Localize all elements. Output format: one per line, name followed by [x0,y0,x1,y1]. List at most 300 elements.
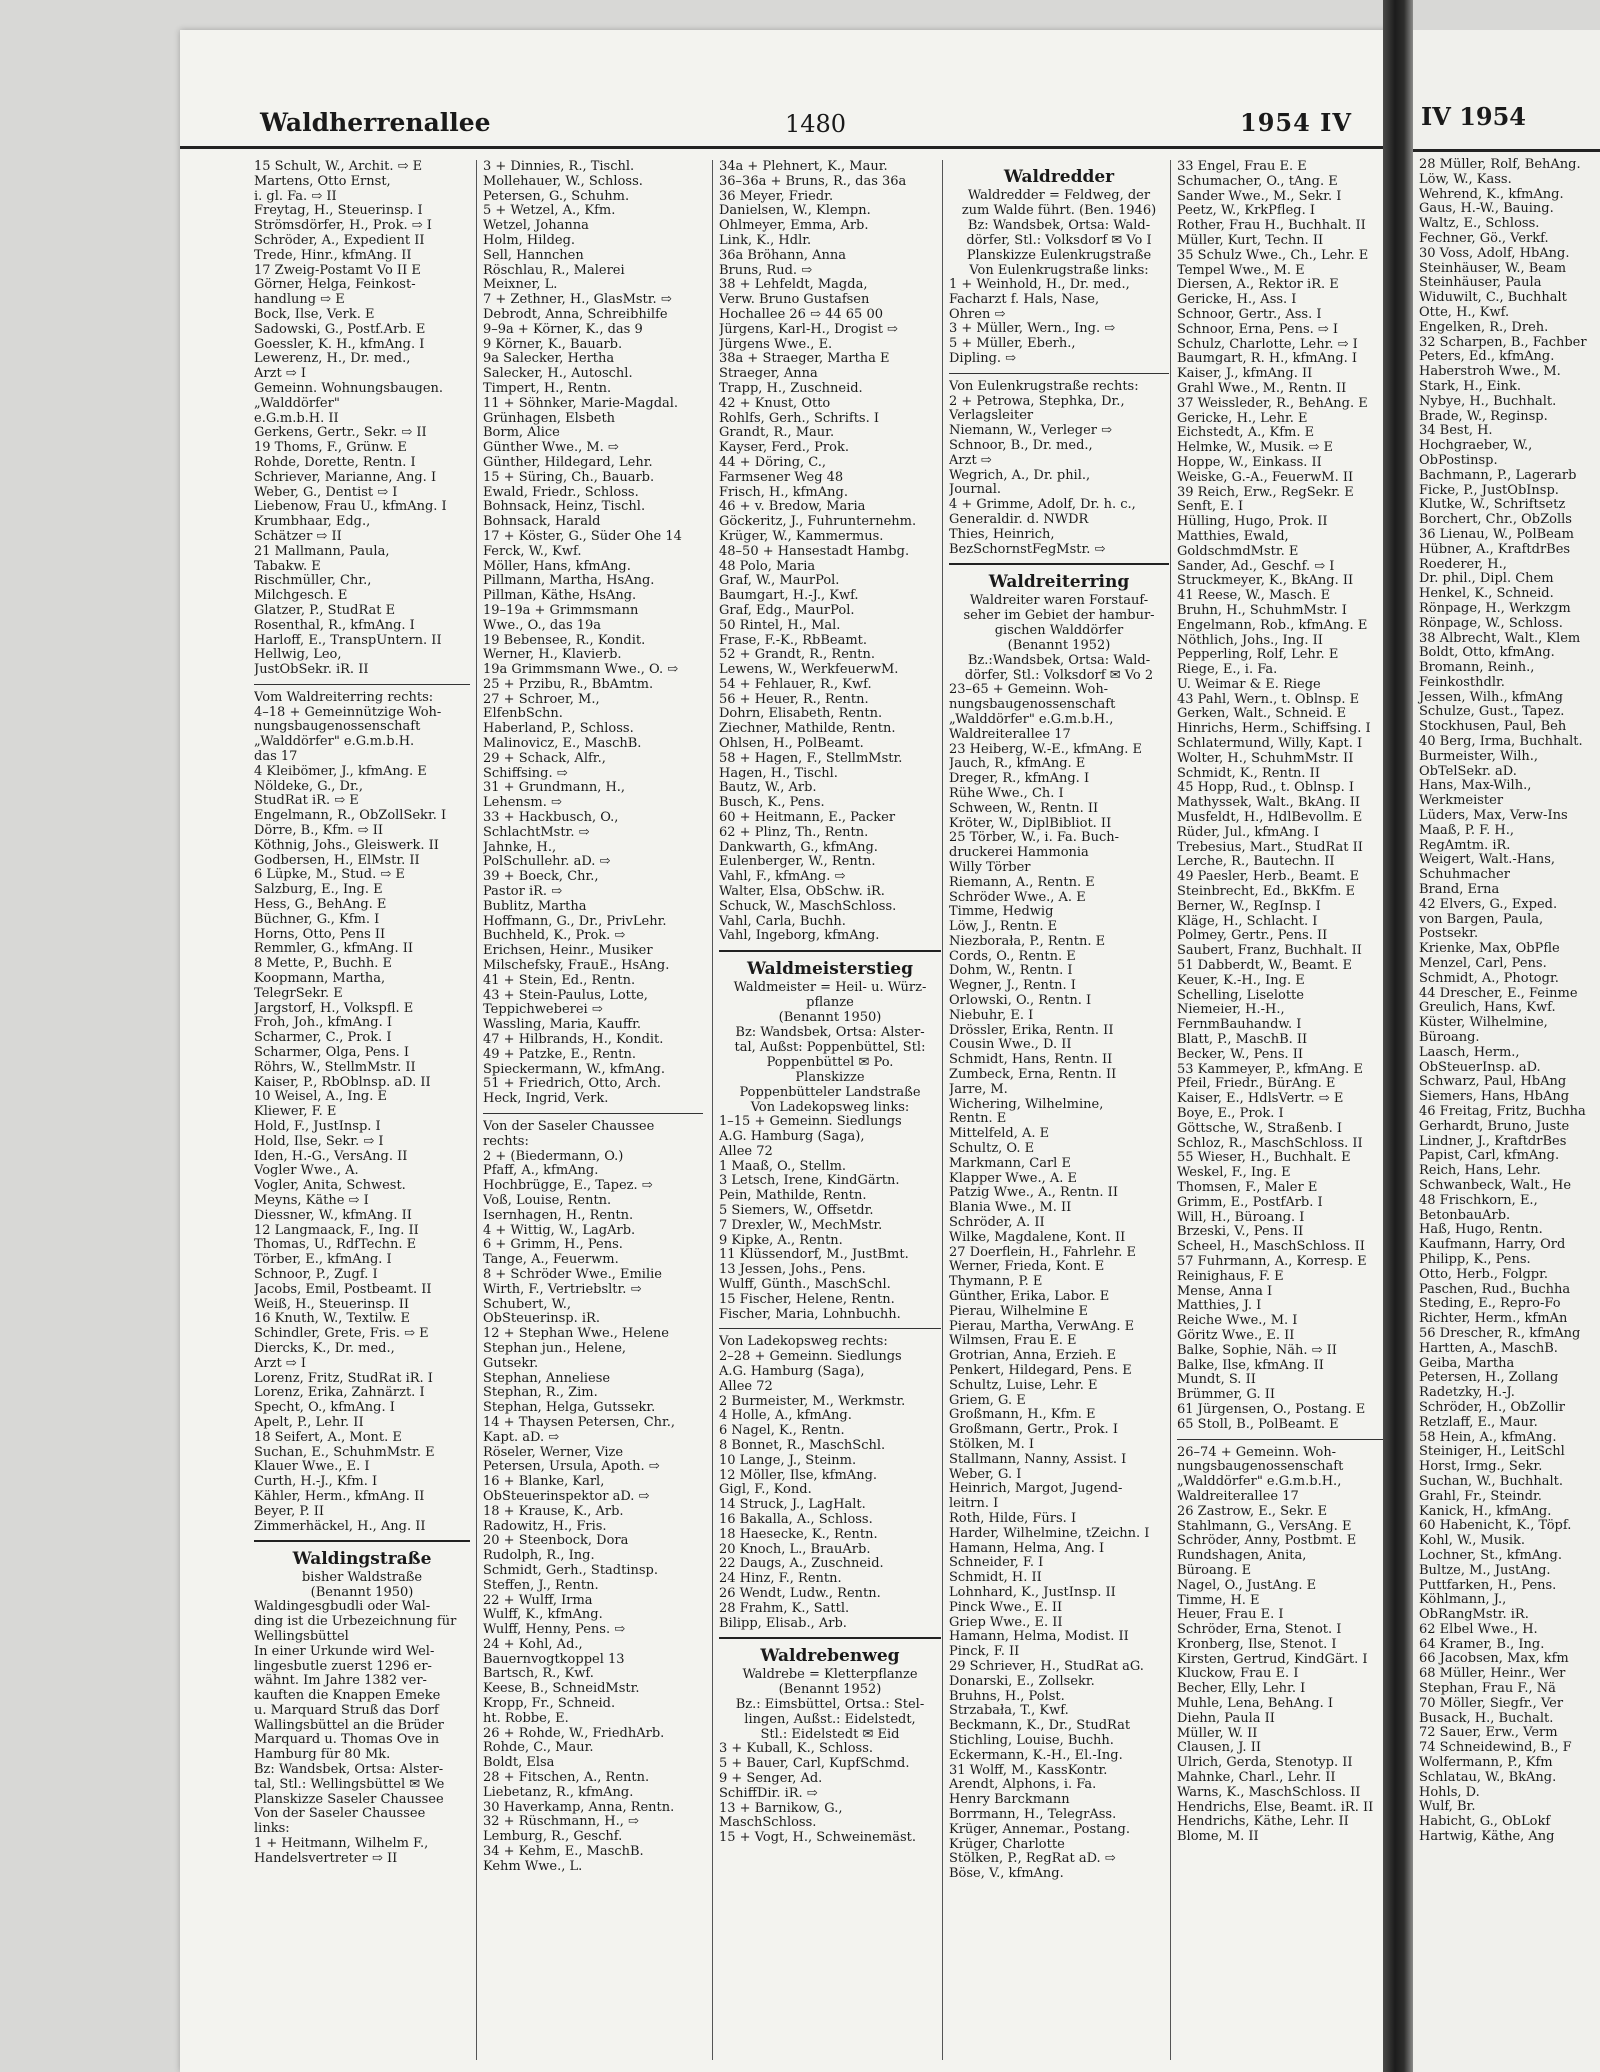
list-item: Ohlmeyer, Emma, Arb. [719,219,869,234]
list-item: 16 Knuth, W., Textilw. E [254,1312,411,1327]
list-item: Steding, E., Repro-Fo [1419,1296,1561,1312]
list-item: Remmler, G., kfmAng. II [254,942,413,957]
list-item: Maaß, P. F. H., [1419,822,1514,838]
list-item: Bachmann, P., Lagerarb [1419,467,1577,483]
list-item: 1–15 + Gemeinn. Siedlungs [719,1115,902,1130]
list-item: Isernhagen, H., Rentn. [483,1208,634,1223]
list-item: Siemers, Hans, HbAng [1419,1089,1570,1105]
list-item: Farmsener Weg 48 [719,470,844,485]
list-item: Schlatau, W., BkAng. [1419,1769,1557,1785]
list-item: Wallingsbüttel an die Brüder [254,1718,444,1733]
list-item: Horst, Irmg., Sekr. [1419,1459,1543,1475]
list-item: seher im Gebiet der hambur- [963,608,1155,624]
list-item: Generaldir. d. NWDR [949,512,1089,527]
list-item: Brand, Erna [1419,882,1500,898]
list-item: Goessler, K. H., kfmAng. I [254,337,425,352]
list-item: 19 Thoms, F., Grünw. E [254,441,407,456]
list-item: 6 Lüpke, M., Stud. ⇨ E [254,868,405,883]
list-item: Verlagsleiter [949,409,1034,424]
divider [254,684,470,685]
list-item: Strömsdörfer, H., Prok. ⇨ I [254,219,432,234]
list-item: In einer Urkunde wird Wel- [254,1644,435,1659]
list-item: Postsekr. [1419,926,1479,942]
list-item: Borrmann, H., TelegrAss. [949,1807,1117,1822]
list-item: Müller, Kurt, Techn. II [1177,233,1324,248]
list-item: Rönpage, W., Schloss. [1419,615,1563,631]
list-item: 58 + Hagen, F., StellmMstr. [719,751,903,766]
list-item: Krüger, Charlotte [949,1837,1065,1852]
list-item: Schwanbeck, Walt., He [1419,1177,1572,1193]
list-item: Strzabała, T., Kwf. [949,1704,1069,1719]
list-item: 33 + Hackbusch, O., [483,811,619,826]
list-item: Werner, H., Klavierb. [483,648,622,663]
list-item: 5 + Wetzel, A., Kfm. [483,204,616,219]
list-item: Griep Wwe., E. II [949,1615,1063,1630]
list-item: Tange, A., Feuerwm. [483,1253,619,1268]
list-item: Hülling, Hugo, Prok. II [1177,515,1328,530]
list-item: Wichering, Wilhelmine, [949,1097,1104,1112]
list-item: 60 Habenicht, K., Töpf. [1419,1518,1572,1534]
list-item: das 17 [254,750,298,765]
list-item: A.G. Hamburg (Saga), [719,1130,865,1145]
list-item: GoldschmdMstr. E [1177,544,1299,559]
list-item: Polmey, Gertr., Pens. II [1177,929,1328,944]
list-item: Thies, Heinrich, [949,527,1055,542]
list-item: Arzt ⇨ [949,453,992,468]
section-title-waldredder: Waldredder [1003,167,1115,187]
list-item: BezSchornstFegMstr. ⇨ [949,542,1106,557]
page-header [180,94,1405,149]
divider [719,1328,941,1329]
list-item: Timpert, H., Rentn. [483,381,612,396]
list-item: Harloff, E., TranspUntern. II [254,633,442,648]
list-item: Schröder, Erna, Stenot. I [1177,1623,1342,1638]
list-item: 27 + Schroer, M., [483,692,600,707]
list-item: kauften die Knappen Emeke [254,1689,441,1704]
list-item: Jessen, Wilh., kfmAng [1419,689,1563,705]
list-item: 30 Voss, Adolf, HbAng. [1419,245,1570,261]
list-item: ObSteuerinsp. iR. [483,1312,600,1327]
list-item: 25 + Przibu, R., BbAmtm. [483,677,654,692]
list-item: 34a + Plehnert, K., Maur. [719,160,888,174]
list-item: dörfer, Stl.: Volksdorf ✉ Vo 2 [964,668,1154,684]
list-item: (Benannt 1950) [310,1585,414,1601]
list-item: Schiffsing. ⇨ [483,766,568,781]
list-item: 26 Wendt, Ludw., Rentn. [719,1586,881,1601]
list-item: Krüger, Annemar., Postang. [949,1822,1130,1837]
list-item: Hagen, H., Tischl. [719,766,838,781]
list-item: Planskizze [795,1070,865,1086]
section-intro [254,1570,470,1600]
list-item: Danielsen, W., Klempn. [719,204,871,219]
list-item: Vahl, F., kfmAng. ⇨ [719,870,846,885]
list-item: Schröder, A., Expedient II [254,233,425,248]
list-item: Hochgraeber, W., [1419,438,1533,454]
list-item: Wassling, Maria, Kauffr. [483,1018,642,1033]
list-item: Beyer, P. II [254,1504,324,1519]
list-item: Schriever, Marianne, Ang. I [254,470,437,485]
list-item: 4–18 + Gemeinnützige Woh- [254,705,442,720]
list-item: Gerkens, Gertr., Sekr. ⇨ II [254,426,427,441]
list-item: Graf, W., MaurPol. [719,574,840,589]
list-item: bisher Waldstraße [301,1570,423,1586]
list-item: Schulze, Gust., Tapez. [1419,704,1565,720]
list-item: Pierau, Martha, VerwAng. E [949,1319,1135,1334]
list-item: Klapper Wwe., A. E [949,1171,1078,1186]
list-item: Richter, Herm., kfmAn [1419,1311,1568,1327]
list-item: 36a Bröhann, Anna [719,248,847,263]
list-item: Petersen, Ursula, Apoth. ⇨ [483,1460,660,1475]
list-item: Gerken, Walt., Schneid. E [1177,707,1347,722]
list-item: 19 Bebensee, R., Kondit. [483,633,646,648]
list-item: Mahnke, Charl., Lehr. II [1177,1771,1336,1786]
list-item: 17 + Köster, G., Süder Ohe 14 [483,529,682,544]
list-item: Waldingesgbudli oder Wal- [254,1600,431,1615]
section-entries [949,278,1169,557]
list-item: 36 Meyer, Friedr. [719,189,834,204]
list-item: 56 + Heuer, R., Rentn. [719,692,869,707]
list-item: Schubert, W., [483,1297,572,1312]
list-item: Stephan, Frau F., Nä [1419,1681,1556,1697]
list-item: Hinrichs, Herm., Schiffsing. I [1177,722,1371,737]
list-item: 64 Kramer, B., Ing. [1419,1636,1545,1652]
list-item: Schröder Wwe., A. E [949,890,1086,905]
list-item: 12 + Stephan Wwe., Helene [483,1327,669,1342]
list-item: Gericke, H., Ass. I [1177,293,1297,308]
list-item: Stl.: Eidelstedt ✉ Eid [760,1727,900,1743]
list-item: Buchheld, K., Prok. ⇨ [483,929,626,944]
list-item: Arzt ⇨ I [254,1356,306,1371]
divider [949,373,1169,374]
list-item: 15 Schult, W., Archit. ⇨ E [254,160,423,174]
list-item: Rentn. E [949,1112,1007,1127]
list-item: 48 Frischkorn, E., [1419,1192,1538,1208]
list-item: 19a Grimmsmann Wwe., O. ⇨ [483,663,679,678]
list-item: PolSchullehr. aD. ⇨ [483,855,611,870]
list-item: Martens, Otto Ernst, [254,174,391,189]
list-item: Lerche, R., Bautechn. II [1177,855,1335,870]
list-item: Steinbrecht, Ed., BkKfm. E [1177,885,1355,900]
list-item: Bilipp, Elisab., Arb. [719,1616,847,1631]
list-item: Timme, Hedwig [949,905,1054,920]
list-item: Bruhn, H., SchuhmMstr. I [1177,603,1347,618]
list-item: 36–36a + Bruns, R., das 36a [719,174,907,189]
list-item: Beckmann, K., Dr., StudRat [949,1719,1131,1734]
list-item: Link, K., Hdlr. [719,233,812,248]
list-item: Günther, Erika, Labor. E [949,1290,1110,1305]
list-item: Handelsvertreter ⇨ II [254,1851,398,1866]
list-item: Nöthlich, Johs., Ing. II [1177,633,1323,648]
list-item: Specht, O., kfmAng. I [254,1401,395,1416]
list-item: Keuer, K.-H., Ing. E [1177,973,1305,988]
list-item: Waldredder = Feldweg, der [967,188,1151,203]
list-item: Bautz, W., Arb. [719,781,817,796]
list-item: 2–28 + Gemeinn. Siedlungs [719,1350,902,1365]
list-item: Waltz, E., Schloss. [1419,216,1540,232]
list-item: tal, Stl.: Wellingsbüttel ✉ We [254,1777,445,1792]
list-item: Wulf, Br. [1419,1799,1476,1815]
list-item: 2 + (Biedermann, O.) [483,1149,624,1164]
list-item: Kehm Wwe., L. [483,1859,583,1874]
list-item: Weber, G., Dentist ⇨ I [254,485,398,500]
list-item: Rühe Wwe., Ch. I [949,786,1064,801]
list-item: Ewald, Friedr., Schloss. [483,485,639,500]
list-item: Kayser, Ferd., Prok. [719,441,849,456]
list-item: Becker, W., Pens. II [1177,1047,1304,1062]
list-item: Lüders, Max, Verw-Ins [1419,808,1568,824]
list-item: Günther, Hildegard, Lehr. [483,455,653,470]
list-item: Retzlaff, E., Maur. [1419,1414,1538,1430]
column-1 [254,160,474,2060]
list-item: Rüder, Jul., kfmAng. I [1177,825,1319,840]
list-item: Törber, E., kfmAng. I [254,1253,392,1268]
list-item: Peters, Ed., kfmAng. [1419,349,1555,365]
list-item: 43 + Stein-Paulus, Lotte, [483,988,648,1003]
list-item: Vahl, Carla, Buchh. [719,914,846,929]
running-street-title: Waldherrenallee [260,108,491,137]
list-item: Vahl, Ingeborg, kfmAng. [719,929,880,944]
list-item: Scharmer, C., Prok. I [254,1031,392,1046]
list-item: 36 Lienau, W., PolBeam [1419,526,1574,542]
list-item: von Bargen, Paula, [1419,911,1544,927]
list-item: Becher, Elly, Lehr. I [1177,1682,1306,1697]
list-item: Sander, Ad., Geschf. ⇨ I [1177,559,1335,574]
facing-page-header [1413,102,1600,152]
list-item: „Walddörfer" e.G.m.b.H., [1177,1475,1342,1490]
list-item: Kähler, Herm., kfmAng. II [254,1489,425,1504]
list-item: Pein, Mathilde, Rentn. [719,1189,867,1204]
list-item: Brade, W., Reginsp. [1419,408,1548,424]
list-item: 23 Heiberg, W.-E., kfmAng. E [949,742,1143,757]
list-item: Stölken, M. I [949,1437,1035,1452]
list-item: Günther Wwe., M. ⇨ [483,441,619,456]
list-item: Krienke, Max, ObPfle [1419,941,1560,957]
list-item: Schloz, R., MaschSchloss. II [1177,1136,1363,1151]
list-item: Jarre, M. [949,1082,1008,1097]
list-item: Orlowski, O., Rentn. I [949,994,1092,1009]
list-item: 15 Fischer, Helene, Rentn. [719,1292,895,1307]
list-item: 29 + Schack, Alfr., [483,751,606,766]
list-item: Jauch, R., kfmAng. E [949,757,1086,772]
list-item: Mathyssek, Walt., BkAng. II [1177,796,1360,811]
list-item: Ficke, P., JustObInsp. [1419,482,1559,498]
list-item: (Benannt 1950) [778,1010,882,1026]
list-item: e.G.m.b.H. II [254,411,339,426]
list-item: Struckmeyer, K., BkAng. II [1177,574,1354,589]
section-title-waldrebenweg: Waldrebenweg [719,1637,941,1667]
list-item: Steinhäuser, W., Beam [1419,260,1567,276]
list-item: Vogler, Anita, Schwest. [254,1179,406,1194]
list-item: rechts: [483,1134,529,1149]
list-item: Dankwarth, G., kfmAng. [719,840,878,855]
waldherrenallee-left-list [254,160,470,1534]
section-intro [719,1667,941,1742]
list-item: 10 Lange, J., Steinm. [719,1453,857,1468]
list-item: Radetzky, H.-J. [1419,1385,1515,1401]
list-item: Arendt, Alphons, i. Fa. [949,1778,1097,1793]
list-item: Klutke, W., Schriftsetz [1419,497,1566,513]
list-item: 14 + Thaysen Petersen, Chr., [483,1415,676,1430]
list-item: 57 Fuhrmann, A., Korresp. E [1177,1254,1367,1269]
list-item: Bz: Wandsbek, Ortsa: Alster- [254,1763,444,1778]
list-item: Von der Saseler Chaussee [254,1807,426,1822]
list-item: Busack, H., Buchalt. [1419,1710,1554,1726]
list-item: Rundshagen, Anita, [1177,1549,1307,1564]
list-item: 39 + Boeck, Chr., [483,870,599,885]
list-item: Facharzt f. Hals, Nase, [949,292,1100,307]
waldreiterring-odd-list [1177,160,1392,1433]
list-item: 15 + Vogt, H., Schweinemäst. [719,1831,916,1846]
list-item: dörfer, Stl.: Volksdorf ✉ Vo I [966,233,1152,248]
list-item: 26 Zastrow, E., Sekr. E [1177,1504,1328,1519]
list-item: Von der Saseler Chaussee [483,1120,655,1134]
list-item: 20 + Steenbock, Dora [483,1534,629,1549]
list-item: Wulff, Günth., MaschSchl. [719,1278,891,1292]
list-item: wähnt. Im Jahre 1382 ver- [254,1674,427,1689]
list-item: Dohrn, Elisabeth, Rentn. [719,707,883,722]
list-item: ObSteuerInsp. aD. [1419,1059,1541,1075]
list-item: Schmidt, A., Photogr. [1419,970,1559,986]
list-item: Ziechner, Mathilde, Rentn. [719,722,896,737]
list-item: Matthies, J. I [1177,1299,1262,1314]
list-item: Gericke, H., Lehr. E [1177,411,1308,426]
list-item: 70 Möller, Siegfr., Ver [1419,1695,1564,1711]
list-item: 28 Frahm, K., Sattl. [719,1601,850,1616]
list-item: Wolfermann, P., Kfm [1419,1755,1553,1771]
list-item: Heck, Ingrid, Verk. [483,1092,609,1107]
list-item: Köhlmann, J., [1419,1592,1507,1608]
list-item: Von Ladekopsweg rechts: [719,1335,888,1350]
list-item: Riemann, A., Rentn. E [949,875,1095,890]
list-item: Gigl, F., Kond. [719,1483,812,1498]
list-item: Waldreiterallee 17 [949,727,1071,742]
section-body [254,1600,470,1866]
list-item: Klauer Wwe., E. I [254,1460,370,1475]
list-item: Schröder, Anny, Postbmt. E [1177,1534,1357,1549]
list-item: 16 + Blanke, Karl, [483,1475,605,1490]
list-item: 23–65 + Gemeinn. Woh- [949,683,1109,698]
list-item: Bz: Wandsbek, Ortsa: Wald- [967,218,1151,233]
list-item: 46 + v. Bredow, Maria [719,500,866,515]
list-item: Geiba, Martha [1419,1355,1515,1371]
list-item: Schnoor, P., Zugf. I [254,1267,378,1282]
list-item: StudRat iR. ⇨ E [254,794,359,809]
list-item: Hamann, Helma, Ang. I [949,1541,1105,1556]
list-item: Pfaff, A., kfmAng. [483,1164,599,1179]
list-item: Heinrich, Margot, Jugend- [949,1482,1123,1497]
list-item: Habicht, G., ObLokf [1419,1814,1551,1830]
list-item: Röseler, Werner, Vize [483,1445,624,1460]
list-item: Mittelfeld, A. E [949,1127,1050,1142]
list-item: Lemburg, R., Geschf. [483,1830,623,1845]
list-item: Mundt, S. II [1177,1373,1256,1388]
list-item: Milchgesch. E [254,589,348,604]
list-item: 9 + Senger, Ad. [719,1771,823,1786]
list-item: Stephan, Helga, Gutssekr. [483,1401,656,1416]
list-item: Diersen, A., Rektor iR. E [1177,278,1339,293]
list-item: Tabakw. E [254,559,321,574]
list-item: Reinighaus, F. E [1177,1269,1284,1284]
list-item: Reiche Wwe., M. I [1177,1314,1298,1329]
list-item: Brümmer, G. II [1177,1388,1275,1403]
list-item: U. Weimar & E. Riege [1177,677,1321,692]
list-item: ElfenbSchn. [483,707,563,722]
section-entries [949,683,1169,1882]
list-item: Bz.:Wandsbek, Ortsa: Wald- [967,653,1151,669]
list-item: 5 + Bauer, Carl, KupfSchmd. [719,1757,910,1772]
list-item: Debrodt, Anna, Schreibhilfe [483,307,668,322]
list-item: Balke, Sophie, Näh. ⇨ II [1177,1343,1337,1358]
list-item: Lohnhard, K., JustInsp. II [949,1585,1116,1600]
list-item: Eulenberger, W., Rentn. [719,855,876,870]
list-item: Marquard u. Thomas Ove in [254,1733,440,1748]
list-item: Griem, G. E [949,1393,1026,1408]
list-item: Pfeil, Friedr., BürAng. E [1177,1077,1336,1092]
list-item: Pillmann, Martha, HsAng. [483,574,655,589]
list-item: Schween, W., Rentn. II [949,801,1099,816]
list-item: 22 Daugs, A., Zuschneid. [719,1557,884,1572]
list-item: 27 Doerflein, H., Fahrlehr. E [949,1245,1136,1260]
list-item: Sadowski, G., Postf.Arb. E [254,322,426,337]
list-item: Pinck Wwe., E. II [949,1600,1063,1615]
list-item: Scharmer, Olga, Pens. I [254,1046,410,1061]
list-item: Haß, Hugo, Rentn. [1419,1222,1543,1238]
list-item: „Walddörfer" [254,396,340,411]
list-item: Curth, H.-J., Kfm. I [254,1475,378,1490]
list-item: Bz: Wandsbek, Ortsa: Alster- [735,1025,925,1041]
list-item: Wegner, J., Rentn. I [949,979,1076,994]
list-item: 7 Drexler, W., MechMstr. [719,1218,883,1233]
list-item: Hold, F., JustInsp. I [254,1120,381,1134]
list-item: Keese, B., SchneidMstr. [483,1682,640,1697]
book-gutter [1383,0,1413,2072]
list-item: Philipp, K., Pens. [1419,1251,1531,1267]
list-item: druckerei Hammonia [949,846,1089,861]
list-item: Dohm, W., Rentn. I [949,964,1073,979]
list-item: Wilmsen, Frau E. E [949,1334,1077,1349]
list-item: Ohlsen, H., PolBeamt. [719,737,864,752]
list-item: 74 Schneidewind, B., F [1419,1740,1572,1756]
list-item: Niemann, W., Verleger ⇨ [949,424,1113,439]
volume-year: 1954 IV [1240,108,1352,137]
list-item: Jargstorf, H., Volkspfl. E [254,1001,414,1016]
list-item: Lewens, W., WerkfeuerwM. [719,663,899,678]
divider [1177,1439,1392,1440]
list-item: Tempel Wwe., M. E [1177,263,1305,278]
list-item: 8 + Schröder Wwe., Emilie [483,1267,662,1282]
list-item: „Walddörfer" e.G.m.b.H. [254,735,415,750]
list-item: Journal. [949,483,1002,498]
list-item: Hohls, D. [1419,1784,1480,1800]
list-item: Werner, Frieda, Kont. E [949,1260,1105,1275]
list-item: Eckermann, K.-H., El.-Ing. [949,1748,1123,1763]
list-item: Roederer, H., [1419,556,1507,572]
list-item: zum Walde führt. (Ben. 1946) [961,203,1157,218]
list-item: Waldrebe = Kletterpflanze [742,1667,918,1683]
list-item: Pillman, Käthe, HsAng. [483,589,637,604]
waldherrenallee-right-list [719,160,941,944]
list-item: 29 Schriever, H., StudRat aG. [949,1659,1144,1674]
list-item: 41 Reese, W., Masch. E [1177,589,1331,604]
list-item: 46 Freitag, Fritz, Buchha [1419,1104,1586,1119]
column-4 [942,160,1169,2060]
list-item: Stark, H., Eink. [1419,378,1522,394]
list-item: Schmidt, Hans, Rentn. II [949,1053,1113,1068]
list-item: Kaiser, J., kfmAng. II [1177,367,1313,382]
list-item: Ohren ⇨ [949,307,1006,322]
list-item: Schnoor, B., Dr. med., [949,438,1093,453]
list-item: Hartwig, Käthe, Ang [1419,1829,1555,1845]
